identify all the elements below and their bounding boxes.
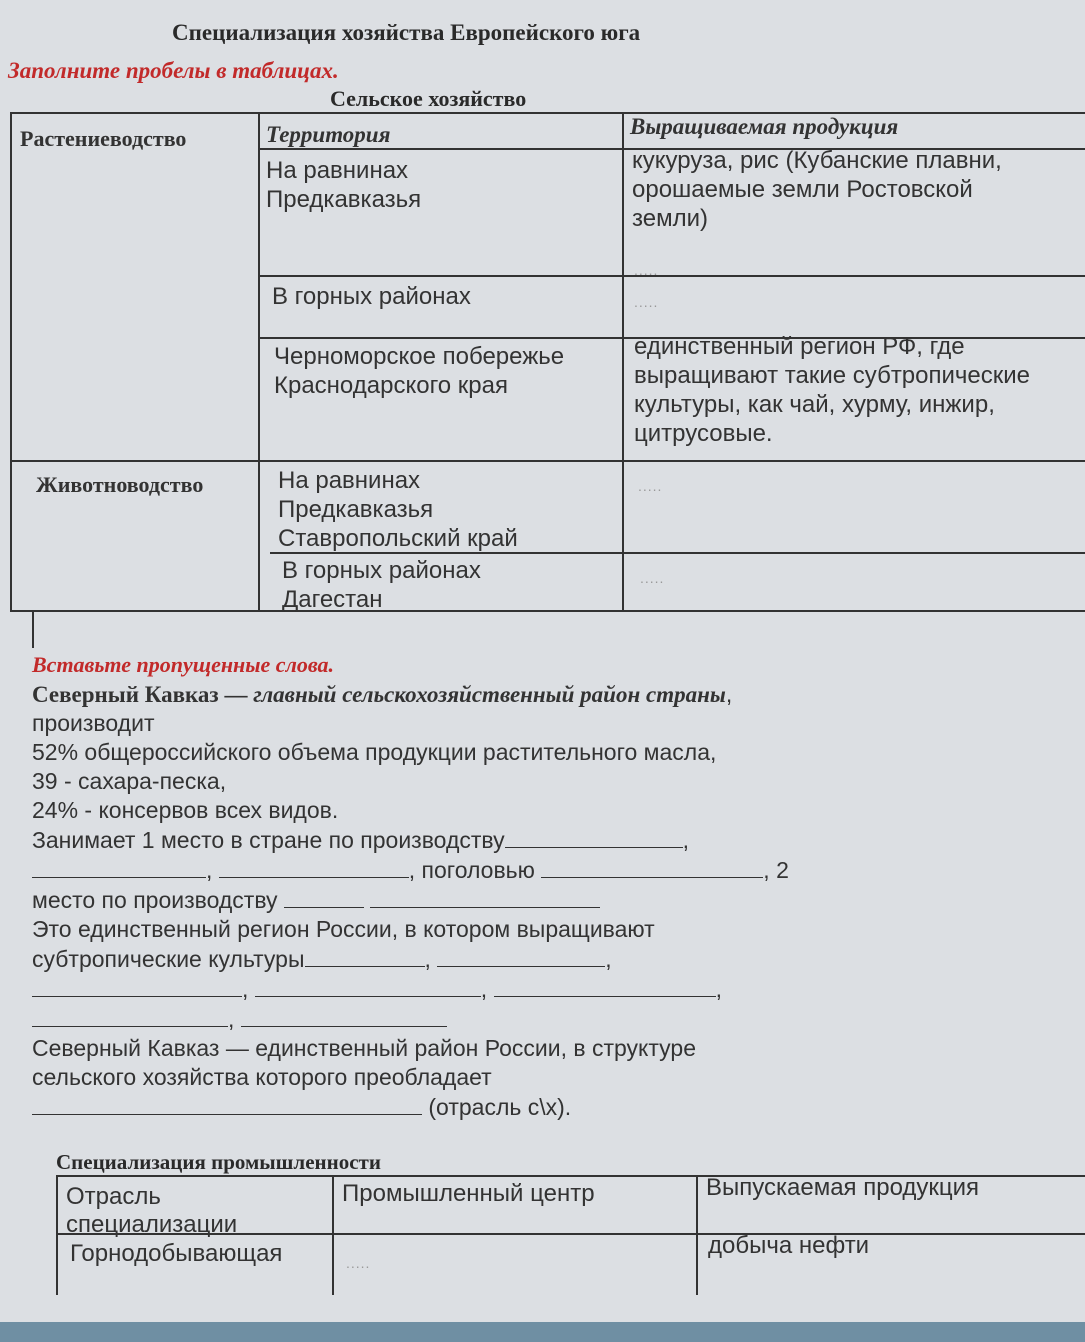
table-line (696, 1175, 698, 1295)
table-line (622, 112, 624, 612)
blank-field[interactable] (494, 974, 716, 997)
table1-caption: Сельское хозяйство (330, 86, 527, 111)
text-line: производит (32, 710, 155, 736)
table-line (10, 460, 1085, 462)
text-line: 52% общероссийского объема продукции растительного масла, (32, 739, 717, 765)
blank-field[interactable] (32, 1004, 228, 1027)
cell-line: Предкавказья (266, 186, 422, 213)
comma: , (228, 1006, 235, 1032)
table-line (258, 275, 1085, 277)
intro-italic: главный сельскохозяйственный район страны (253, 682, 726, 707)
text-line (32, 855, 1072, 885)
header-branch (66, 1183, 237, 1239)
blank-field[interactable] (32, 974, 242, 997)
text-fragment: , 2 (763, 857, 789, 883)
blank-field[interactable] (32, 855, 206, 878)
agriculture-table (10, 112, 1085, 612)
text-fragment: , поголовью (408, 857, 535, 883)
text-line: сельского хозяйства которого преобладает (32, 1064, 492, 1090)
table-instruction: Заполните пробелы в таблицах. (8, 58, 339, 83)
cell-line: Краснодарского края (274, 372, 508, 399)
cell-line: орошаемые земли Ростовской (632, 176, 973, 203)
blank-field[interactable] (305, 944, 425, 967)
text-line (32, 1092, 1072, 1122)
cell-line: специализации (66, 1211, 238, 1238)
comma: , (605, 946, 612, 972)
screen-bottom-edge (0, 1322, 1085, 1342)
table-line (258, 112, 260, 612)
product-cell (634, 332, 1030, 448)
blank-field[interactable] (370, 885, 600, 908)
territory-cell (278, 466, 518, 553)
group-label-crop: Растениеводство (20, 126, 187, 151)
text-fragment: место по производству (32, 887, 278, 913)
cell-line: культуры, как чай, хурму, инжир, (634, 391, 995, 418)
intro-dash: — (218, 682, 254, 707)
text-line (32, 974, 1072, 1004)
text-line (32, 885, 1072, 915)
comma: , (682, 827, 690, 853)
cell-line: земли) (632, 205, 708, 232)
cell-line: В горных районах (282, 557, 481, 584)
cell-line: На равнинах (278, 467, 421, 494)
comma: , (206, 857, 213, 883)
cell-line: выращивают такие субтропические (634, 362, 1031, 389)
text-line: 24% - консервов всех видов. (32, 797, 339, 823)
group-label-livestock: Животноводство (36, 472, 204, 497)
blank-field[interactable] (437, 944, 605, 967)
table-line (10, 112, 12, 612)
blank-field[interactable] (32, 1092, 422, 1115)
cell-line: цитрусовые. (634, 420, 773, 447)
territory-cell (266, 156, 421, 214)
blank-placeholder[interactable]: ..... (346, 1255, 371, 1271)
blank-placeholder[interactable]: ..... (640, 570, 665, 586)
cell-line: Отрасль (66, 1183, 161, 1210)
text-line: Северный Кавказ — единственный район России, в структуре (32, 1035, 696, 1061)
territory-cell: В горных районах (272, 283, 471, 310)
branch-cell: Горнодобывающая (70, 1240, 283, 1267)
text-fragment: Занимает 1 место в стране по производству (32, 827, 505, 853)
cell-line: На равнинах (266, 157, 409, 184)
territory-cell (282, 556, 481, 614)
cell-line: Предкавказья (278, 496, 434, 523)
industry-table-title: Специализация промышленности (56, 1150, 381, 1174)
blank-placeholder[interactable]: ..... (634, 294, 659, 310)
intro-line (32, 680, 1072, 709)
blank-field[interactable] (219, 855, 409, 878)
territory-cell (274, 342, 564, 400)
cell-line: Ставропольский край (278, 525, 518, 552)
fill-in-section (32, 652, 1072, 1122)
text-line (32, 944, 1072, 974)
blank-field[interactable] (241, 1004, 447, 1027)
blank-field[interactable] (284, 885, 364, 908)
header-output: Выпускаемая продукция (706, 1174, 980, 1201)
blank-placeholder[interactable]: ..... (638, 478, 663, 494)
blank-field[interactable] (541, 855, 763, 878)
table-line (32, 612, 34, 648)
cell-line: Дагестан (282, 586, 383, 613)
text-fragment: субтропические культуры (32, 946, 305, 972)
cell-line: Черноморское побережье (274, 343, 565, 370)
intro-end: , (725, 681, 733, 707)
header-center: Промышленный центр (342, 1180, 595, 1207)
table-line (332, 1175, 334, 1295)
page-title: Специализация хозяйства Европейского юга (172, 20, 641, 45)
intro-bold: Северный Кавказ (32, 682, 219, 707)
cell-line: кукуруза, рис (Кубанские плавни, (632, 147, 1002, 174)
product-cell: добыча нефти (708, 1232, 870, 1259)
product-cell (632, 146, 1002, 233)
blank-field[interactable] (505, 825, 683, 848)
comma: , (480, 976, 488, 1002)
fill-instruction: Вставьте пропущенные слова. (32, 652, 335, 677)
comma: , (424, 946, 431, 972)
text-line (32, 1004, 1072, 1034)
comma: , (242, 976, 249, 1002)
header-product: Выращиваемая продукция (630, 114, 899, 139)
header-territory: Территория (266, 122, 391, 147)
text-line (32, 825, 1072, 855)
comma: , (715, 976, 722, 1002)
blank-placeholder[interactable]: ..... (634, 262, 659, 278)
cell-line: единственный регион РФ, где (634, 333, 965, 360)
table-line (10, 112, 1085, 114)
table-line (10, 610, 1085, 612)
blank-field[interactable] (255, 974, 481, 997)
industry-table (56, 1175, 1085, 1295)
table-line (56, 1175, 58, 1295)
text-line: 39 - сахара-песка, (32, 768, 227, 794)
text-fragment: (отрасль с\х). (428, 1094, 572, 1120)
text-line: Это единственный регион России, в котором выращивают (32, 916, 655, 942)
